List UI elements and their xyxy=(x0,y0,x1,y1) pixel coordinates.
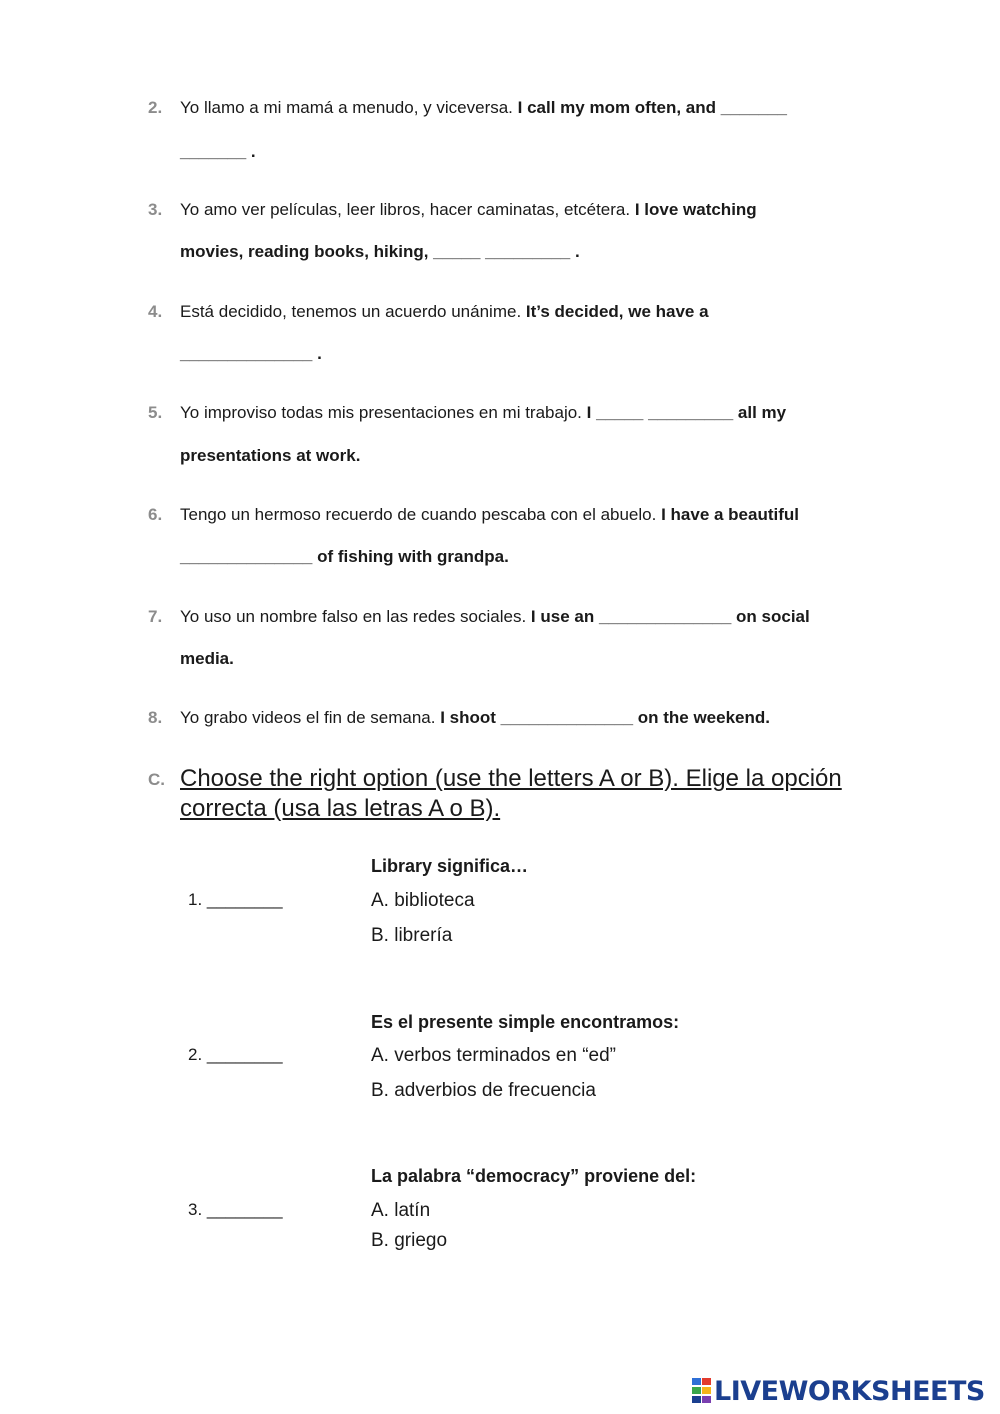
answer-blank[interactable]: 2. ________ xyxy=(188,1045,283,1064)
mc-prompt: Es el presente simple encontramos: xyxy=(371,1012,680,1032)
question-line xyxy=(180,446,360,466)
english-text: I have a beautiful xyxy=(661,505,800,524)
question-number: 4. xyxy=(148,302,163,321)
spanish-text: Yo uso un nombre falso en las redes sociales. xyxy=(180,607,531,626)
english-text: ______________ . xyxy=(180,344,322,363)
english-text: presentations at work. xyxy=(180,446,361,465)
option-a: A. verbos terminados en “ed” xyxy=(371,1045,617,1066)
question-number: 8. xyxy=(148,708,163,727)
question-line xyxy=(180,302,709,322)
english-text: I _____ _________ all my xyxy=(586,403,787,422)
english-text: I shoot ______________ on the weekend. xyxy=(440,708,770,727)
english-text: I love watching xyxy=(634,200,757,219)
question-number: 3. xyxy=(148,200,163,219)
question-number: 5. xyxy=(148,403,163,422)
mc-prompt: Library significa… xyxy=(371,856,529,876)
question-number: 2. xyxy=(148,98,163,117)
liveworksheets-logo xyxy=(692,1376,985,1406)
question-line xyxy=(180,505,799,525)
question-line xyxy=(180,200,757,220)
option-b: B. griego xyxy=(371,1230,448,1251)
section-title: Choose the right option (use the letters A or B). Elige la opción correcta (usa las letras A o B). xyxy=(180,765,842,822)
spanish-text: Yo grabo videos el fin de semana. xyxy=(180,708,441,727)
english-text: ______________ of fishing with grandpa. xyxy=(180,547,509,566)
option-a: A. biblioteca xyxy=(371,890,475,911)
spanish-text: Tengo un hermoso recuerdo de cuando pescaba con el abuelo. xyxy=(180,505,662,524)
question-line xyxy=(180,649,234,669)
spanish-text: Está decidido, tenemos un acuerdo unánime. xyxy=(180,302,526,321)
english-text: I call my mom often, and _______ xyxy=(517,98,787,117)
question-line xyxy=(180,607,810,627)
english-text: I use an ______________ on social xyxy=(530,607,810,626)
english-text: It’s decided, we have a xyxy=(525,302,709,321)
question-line xyxy=(180,344,322,364)
question-line xyxy=(180,547,509,567)
answer-blank[interactable]: 3. ________ xyxy=(188,1200,283,1219)
question-line xyxy=(180,98,787,118)
question-line xyxy=(180,708,770,728)
question-line xyxy=(180,142,256,162)
question-line xyxy=(180,242,580,262)
spanish-text: Yo amo ver películas, leer libros, hacer caminatas, etcétera. xyxy=(180,200,635,219)
section-letter: C. xyxy=(148,770,165,789)
option-b: B. adverbios de frecuencia xyxy=(371,1080,596,1101)
spanish-text: Yo improviso todas mis presentaciones en mi trabajo. xyxy=(180,403,587,422)
option-b: B. librería xyxy=(371,925,453,946)
mc-prompt: La palabra “democracy” proviene del: xyxy=(371,1166,697,1186)
question-number: 7. xyxy=(148,607,163,626)
liveworksheets-logo-icon xyxy=(692,1378,712,1404)
question-line xyxy=(180,403,786,423)
english-text: movies, reading books, hiking, _____ _________ . xyxy=(180,242,580,261)
logo-text: LIVEWORKSHEETS xyxy=(714,1375,985,1407)
spanish-text: Yo llamo a mi mamá a menudo, y viceversa. xyxy=(180,98,518,117)
english-text: media. xyxy=(180,649,234,668)
question-number: 6. xyxy=(148,505,163,524)
english-text: _______ . xyxy=(180,142,256,161)
answer-blank[interactable]: 1. ________ xyxy=(188,890,283,909)
option-a: A. latín xyxy=(371,1200,431,1221)
